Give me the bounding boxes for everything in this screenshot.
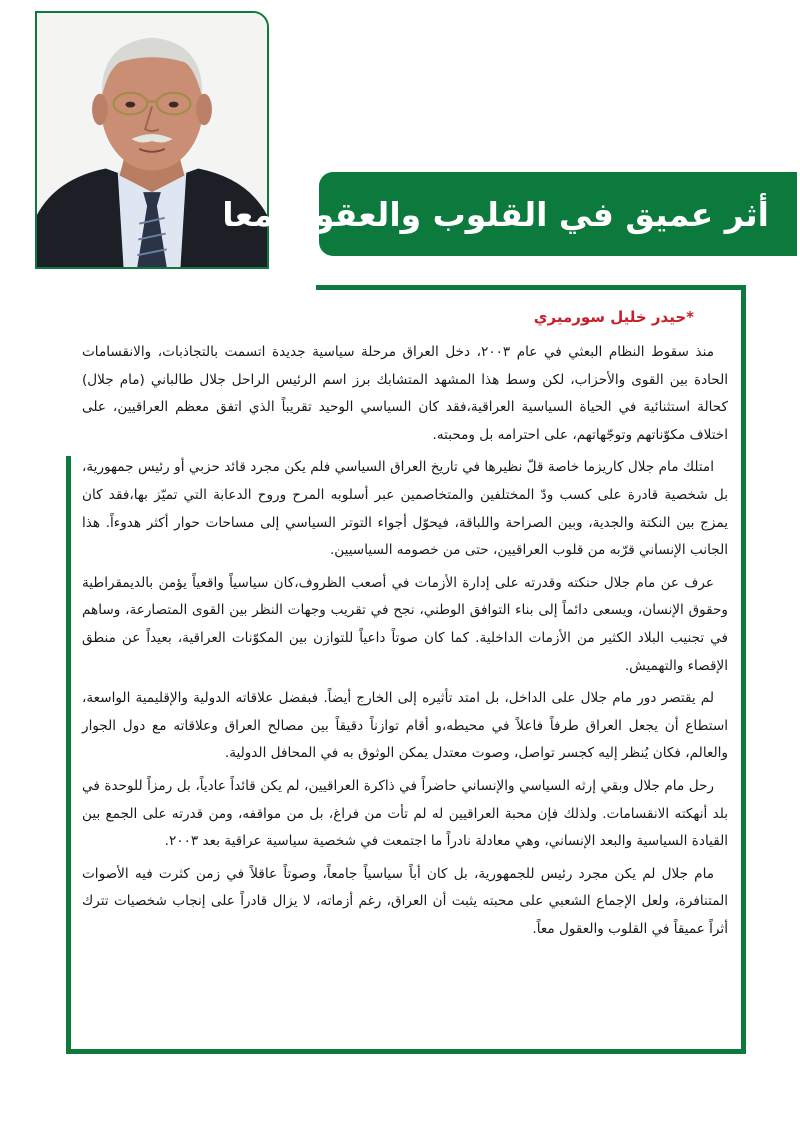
paragraph: مام جلال لم يكن مجرد رئيس للجمهورية، بل كان أباً سياسياً جامعاً، وصوتاً عاقلاً في زمن كثرت فيه الأصوات المتنافرة، ولعل الإجماع الشعبي على محبته يثبت أن العراق، رغم أزماته، لا يزال قادراً على إنجاب شخصيات تترك أثراً عميقاً في القلوب والعقول معاً. bbox=[82, 865, 728, 937]
frame-border-bottom bbox=[66, 1049, 746, 1054]
frame-border-top bbox=[316, 285, 746, 290]
paragraph: لم يقتصر دور مام جلال على الداخل، بل امتد تأثيره إلى الخارج أيضاً. فبفضل علاقاته الدولية والإقليمية الواسعة، استطاع أن يجعل العراق طرفاً فاعلاً في محيطه،و أقام توازناً دقيقاً بين مصالح العراق وعلاقاته مع دول الجوار والعالم، فكان يُنظر إليه كجسر تواصل، وصوت معتدل يمكن الوثوق به في المحافل الدولية. bbox=[82, 690, 728, 762]
paragraph: امتلك مام جلال كاريزما خاصة قلّ نظيرها في تاريخ العراق السياسي فلم يكن مجرد قائد حزبي أو رئيس جمهورية، بل شخصية قادرة على كسب ودّ المختلفين والمتخاصمين عبر أسلوبه المرح وروح الدعابة التي تميّز بها،فقد كان يمزج بين النكتة والجدية، وبين الصراحة واللباقة، فيحوّل أجواء التوتر السياسي إلى مساحات حوار أكثر هدوءاً. هذا الجانب الإنساني قرّبه من قلوب العراقيين، حتى من خصومه السياسيين. bbox=[82, 459, 728, 559]
paragraph: رحل مام جلال وبقي إرثه السياسي والإنساني حاضراً في ذاكرة العراقيين، لم يكن قائداً عادياً، بل رمزاً للوحدة في بلد أنهكته الانقسامات. ولذلك فإن محبة العراقيين له لم تأت من فراغ، بل من مواقفه، ومن قدرته على الجمع بين القيادة السياسية والبعد الإنساني، وهي معادلة نادراً ما اجتمعت في شخصية سياسية عراقية بعد ٢٠٠٣. bbox=[82, 777, 728, 850]
page-title: أثر عميق في القلوب والعقول معا bbox=[222, 194, 769, 234]
frame-border-right bbox=[741, 285, 746, 1054]
paragraph: عرف عن مام جلال حنكته وقدرته على إدارة الأزمات في أصعب الظروف،كان سياسياً واقعياً يؤمن بالديمقراطية وحقوق الإنسان، ويسعى دائماً إلى بناء التوافق الوطني، نجح في تقريب وجهات النظر بين القوى المتصارعة، وساهم في تجنيب البلاد الكثير من الأزمات الداخلية. كما كان صوتاً داعياً للتوازن بين المكوّنات العراقية، بعيداً عن منطق الإقصاء والتهميش. bbox=[82, 574, 728, 674]
article-body bbox=[82, 305, 728, 948]
frame-border-left bbox=[66, 456, 71, 1054]
title-banner bbox=[222, 172, 797, 256]
author-name: *حيدر خليل سورميري bbox=[533, 308, 694, 326]
paragraph: منذ سقوط النظام البعثي في عام ٢٠٠٣، دخل العراق مرحلة سياسية جديدة اتسمت بالتجاذبات، والانقسامات الحادة بين القوى والأحزاب، لكن وسط هذا المشهد المتشابك برز اسم الرئيس الراحل جلال طالباني (مام جلال) كحالة استثنائية في الحياة السياسية العراقية،فقد كان السياسي الوحيد تقريباً الذي اتفق معظم العراقيين، على اختلاف مكوّناتهم وتوجّهاتهم، على احترامه بل ومحبته. bbox=[82, 344, 728, 443]
